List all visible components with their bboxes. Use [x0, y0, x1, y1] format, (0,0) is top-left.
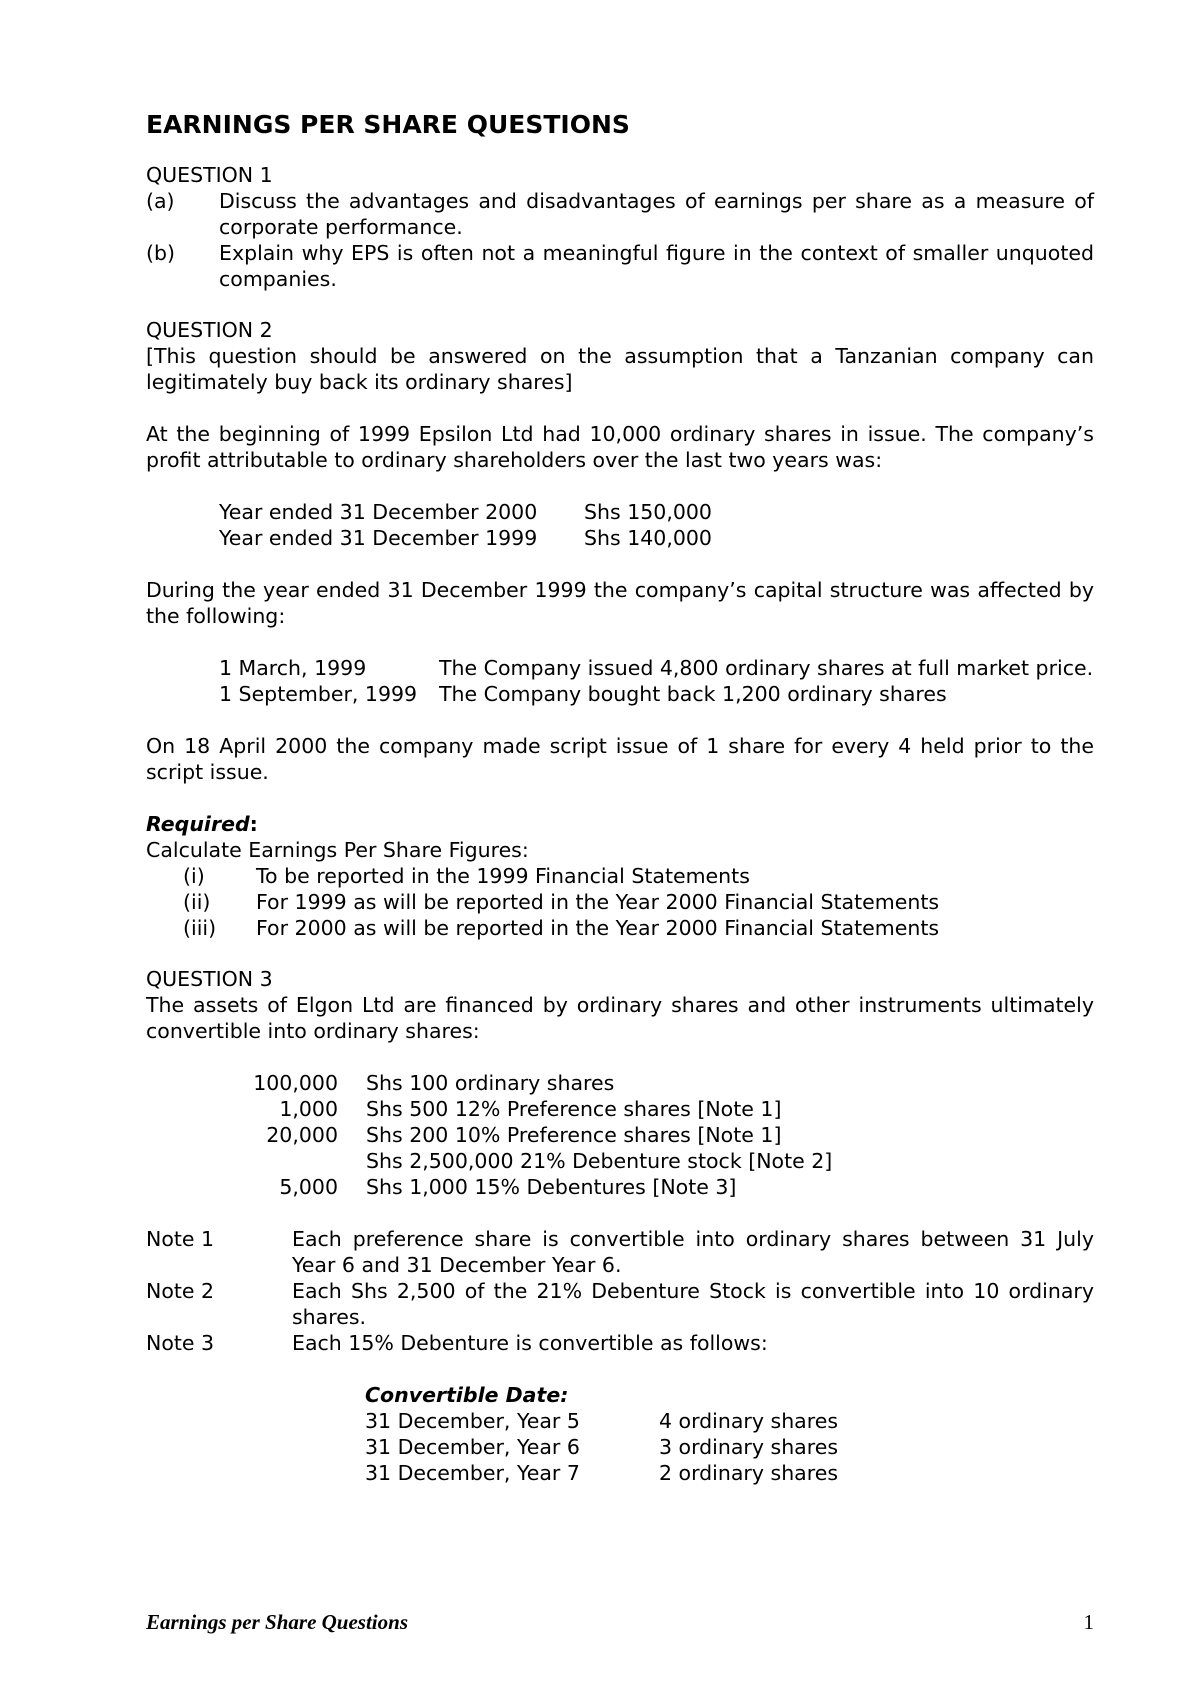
- instrument-description: Shs 1,000 15% Debentures [Note 3]: [366, 1175, 737, 1199]
- question-3-heading: QUESTION 3: [146, 967, 273, 991]
- profit-year: Year ended 31 December 1999: [219, 526, 538, 550]
- instrument-row: [146, 1122, 1094, 1148]
- question-3: [146, 966, 1094, 1486]
- question-1-heading: QUESTION 1: [146, 163, 273, 187]
- sub-item-number: (ii): [183, 890, 211, 914]
- required-heading: [146, 811, 1094, 837]
- event-text: The Company issued 4,800 ordinary shares at full market price.: [439, 656, 1094, 680]
- question-2: [146, 317, 1094, 941]
- instrument-description: Shs 200 10% Preference shares [Note 1]: [366, 1123, 782, 1147]
- conversion-date: 31 December, Year 7: [365, 1461, 580, 1485]
- conversion-date: 31 December, Year 5: [365, 1409, 580, 1433]
- item-number: (b): [146, 241, 176, 265]
- profit-table: [146, 499, 1094, 551]
- item-text: Explain why EPS is often not a meaningful figure in the context of smaller unquoted companies.: [219, 241, 1094, 291]
- instrument-quantity: [146, 1148, 366, 1174]
- page-footer: [146, 1610, 1094, 1640]
- conversion-row: [146, 1434, 1094, 1460]
- note-row: [146, 1226, 1094, 1278]
- instruments-table: [146, 1070, 1094, 1200]
- note-row: [146, 1330, 1094, 1356]
- profit-year: Year ended 31 December 2000: [219, 500, 538, 524]
- profit-value: Shs 150,000: [584, 500, 712, 524]
- conversion-shares: 4 ordinary shares: [659, 1409, 839, 1433]
- capital-structure-intro: During the year ended 31 December 1999 the company’s capital structure was affected by the following:: [146, 578, 1094, 628]
- event-row: [146, 681, 1094, 707]
- sub-item: [146, 889, 1094, 915]
- instrument-row: [146, 1174, 1094, 1200]
- instrument-row: [146, 1070, 1094, 1096]
- instrument-row: [146, 1148, 1094, 1174]
- page-number: 1: [1083, 1610, 1094, 1634]
- sub-item: [146, 915, 1094, 941]
- instrument-description: Shs 100 ordinary shares: [366, 1071, 615, 1095]
- script-issue-text: On 18 April 2000 the company made script issue of 1 share for every 4 held prior to the script issue.: [146, 734, 1094, 784]
- instrument-description: Shs 2,500,000 21% Debenture stock [Note 2]: [366, 1149, 833, 1173]
- conversion-row: [146, 1408, 1094, 1434]
- question-2-assumption: [This question should be answered on the assumption that a Tanzanian company can legitimately buy back its ordinary shares]: [146, 344, 1094, 394]
- event-date: 1 September, 1999: [219, 682, 418, 706]
- note-label: Note 1: [146, 1227, 215, 1251]
- item-text: Discuss the advantages and disadvantages of earnings per share as a measure of corporate performance.: [219, 189, 1094, 239]
- note-label: Note 3: [146, 1331, 215, 1355]
- required-colon: :: [249, 812, 258, 836]
- events-list: [146, 655, 1094, 707]
- page-content: [146, 108, 1094, 1511]
- item-number: (a): [146, 189, 175, 213]
- profit-row: [146, 525, 1094, 551]
- conversion-row: [146, 1460, 1094, 1486]
- question-1-item-a: [146, 188, 1094, 240]
- sub-item-number: (iii): [183, 916, 217, 940]
- note-text: Each 15% Debenture is convertible as follows:: [292, 1331, 768, 1355]
- instrument-description: Shs 500 12% Preference shares [Note 1]: [366, 1097, 782, 1121]
- instrument-quantity: 5,000: [279, 1175, 338, 1199]
- page-title: EARNINGS PER SHARE QUESTIONS: [146, 110, 630, 139]
- sub-item-text: To be reported in the 1999 Financial Statements: [256, 864, 750, 888]
- convertible-date-heading: Convertible Date:: [365, 1383, 569, 1407]
- question-2-intro: At the beginning of 1999 Epsilon Ltd had 10,000 ordinary shares in issue. The company’s profit attributable to ordinary shareholders over the last two years was:: [146, 422, 1094, 472]
- note-row: [146, 1278, 1094, 1330]
- profit-row: [146, 499, 1094, 525]
- question-1-item-b: [146, 240, 1094, 292]
- event-text: The Company bought back 1,200 ordinary shares: [439, 682, 947, 706]
- question-3-intro: The assets of Elgon Ltd are financed by ordinary shares and other instruments ultimately convertible into ordinary shares:: [146, 993, 1094, 1043]
- conversion-shares: 2 ordinary shares: [659, 1461, 839, 1485]
- notes-list: [146, 1226, 1094, 1356]
- conversion-table: [146, 1382, 1094, 1486]
- note-text: Each preference share is convertible into ordinary shares between 31 July Year 6 and 31 December Year 6.: [292, 1227, 1094, 1277]
- calculate-instruction: Calculate Earnings Per Share Figures:: [146, 838, 529, 862]
- instrument-row: [146, 1096, 1094, 1122]
- sub-item-number: (i): [183, 864, 205, 888]
- conversion-date: 31 December, Year 6: [365, 1435, 580, 1459]
- note-text: Each Shs 2,500 of the 21% Debenture Stock is convertible into 10 ordinary shares.: [292, 1279, 1094, 1329]
- conversion-shares: 3 ordinary shares: [659, 1435, 839, 1459]
- note-label: Note 2: [146, 1279, 215, 1303]
- sub-item-text: For 1999 as will be reported in the Year 2000 Financial Statements: [256, 890, 940, 914]
- required-label: Required: [146, 812, 250, 836]
- instrument-quantity: 20,000: [266, 1123, 338, 1147]
- sub-item-text: For 2000 as will be reported in the Year 2000 Financial Statements: [256, 916, 940, 940]
- sub-item: [146, 863, 1094, 889]
- profit-value: Shs 140,000: [584, 526, 712, 550]
- instrument-quantity: 100,000: [253, 1071, 338, 1095]
- footer-title: Earnings per Share Questions: [146, 1610, 408, 1634]
- question-2-heading: QUESTION 2: [146, 318, 273, 342]
- event-date: 1 March, 1999: [219, 656, 367, 680]
- question-1: [146, 162, 1094, 292]
- event-row: [146, 655, 1094, 681]
- instrument-quantity: 1,000: [279, 1097, 338, 1121]
